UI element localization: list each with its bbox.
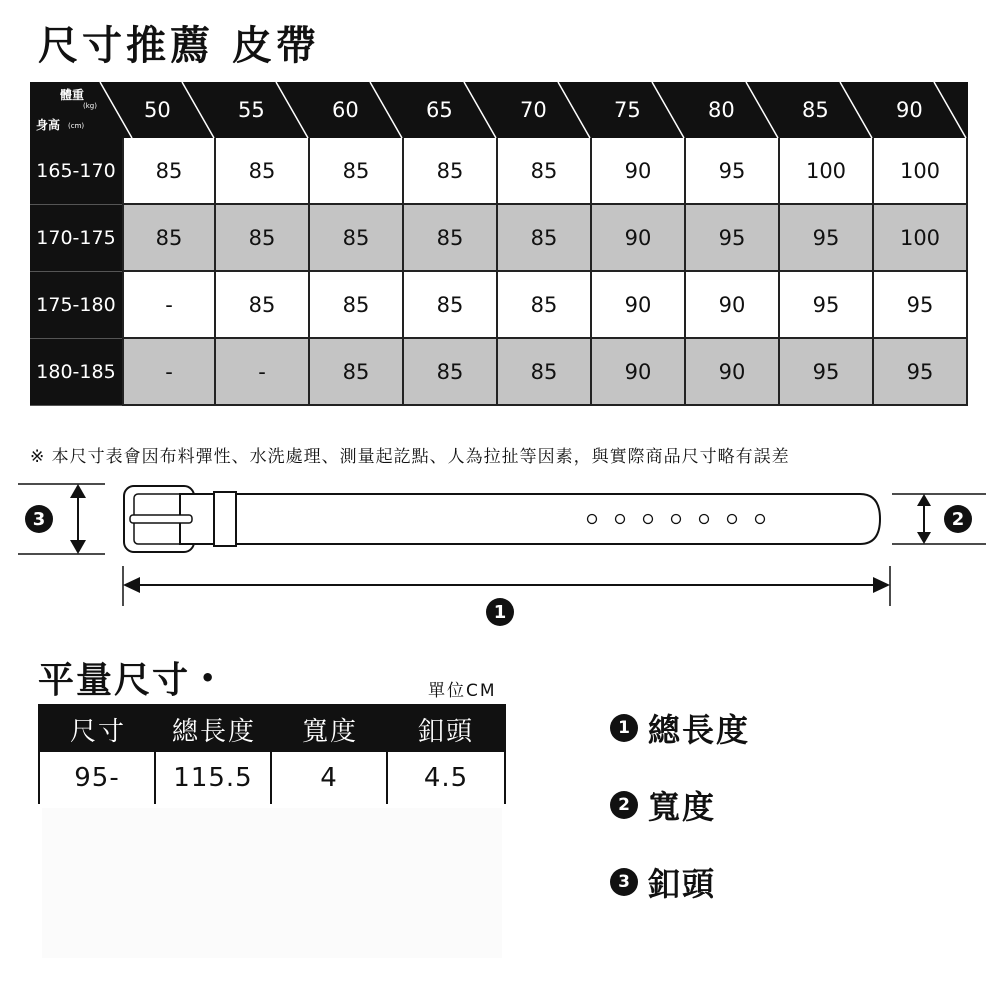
size-cell: 90 [686,272,780,339]
buckle-arrow-head-down [70,540,86,554]
size-cell: 95 [780,339,874,406]
belt-hole [672,515,681,524]
corner-height-unit: (cm) [68,122,85,130]
size-cell: 85 [216,138,310,205]
belt-loop [214,492,236,546]
flat-measure-table [38,704,506,804]
flat-header-size: 尺寸 [40,706,156,752]
legend-label: 總長度 [648,711,751,749]
weight-header: 85 [802,98,829,122]
belt-hole [700,515,709,524]
size-cell: 100 [874,205,968,272]
belt-hole [756,515,765,524]
size-cell: 85 [498,272,592,339]
size-table [30,82,968,410]
flat-value-width: 4 [272,752,388,804]
size-cell: 90 [592,272,686,339]
size-cell: 85 [404,205,498,272]
size-cell: - [122,339,216,406]
page-title: 尺寸推薦 皮帶 [38,23,320,69]
legend-label: 釦頭 [648,865,717,903]
size-cell: 85 [310,272,404,339]
weight-header: 65 [426,98,453,122]
flat-header-length: 總長度 [156,706,272,752]
weight-header: 90 [896,98,923,122]
legend-item-width [610,785,716,825]
marker-3: 3 [25,505,53,533]
size-cell: 85 [122,138,216,205]
height-label: 170-175 [30,205,122,272]
weight-header: 55 [238,98,265,122]
faint-background-block [42,808,502,958]
size-cell: 85 [216,272,310,339]
size-cell: 95 [686,138,780,205]
corner-weight-unit: (kg) [83,102,97,110]
flat-header-buckle: 釦頭 [388,706,504,752]
size-cell: - [216,339,310,406]
corner-height-label: 身高 [36,118,61,132]
belt-strap [180,494,880,544]
weight-header: 70 [520,98,547,122]
size-cell: 100 [874,138,968,205]
buckle-prong [130,515,192,523]
legend-number: 2 [610,791,638,819]
size-cell: 85 [310,138,404,205]
size-cell: 95 [874,339,968,406]
size-note: ※ 本尺寸表會因布料彈性、水洗處理、測量起訖點、人為拉扯等因素，與實際商品尺寸略有誤差 [30,447,790,467]
size-cell: 85 [404,272,498,339]
flat-value-length: 115.5 [156,752,272,804]
size-cell: 90 [592,339,686,406]
size-cell: 85 [404,339,498,406]
flat-measure-title: 平量尺寸 [38,660,191,701]
size-cell: 85 [404,138,498,205]
size-cell: 95 [874,272,968,339]
size-cell: 100 [780,138,874,205]
length-arrow-head-left [123,577,140,593]
flat-value-size: 95- [40,752,156,804]
size-cell: 85 [310,339,404,406]
belt-hole [644,515,653,524]
size-cell: 95 [686,205,780,272]
width-arrow-head-down [917,532,931,544]
marker-2: 2 [944,505,972,533]
legend-item-buckle [610,862,716,902]
legend-item-length [610,708,750,748]
size-cell: 90 [686,339,780,406]
legend-label: 寬度 [648,788,717,826]
belt-diagram [0,470,1000,630]
buckle-arrow-head-up [70,484,86,498]
height-label: 180-185 [30,339,122,406]
size-cell: 85 [216,205,310,272]
size-cell: 85 [498,339,592,406]
weight-header: 50 [144,98,171,122]
size-cell: 95 [780,205,874,272]
height-label: 165-170 [30,138,122,205]
size-cell: 85 [498,205,592,272]
unit-label: 單位CM [428,681,497,701]
weight-header: 60 [332,98,359,122]
length-arrow-head-right [873,577,890,593]
belt-hole [588,515,597,524]
weight-header: 75 [614,98,641,122]
size-cell: 85 [310,205,404,272]
size-cell: 90 [592,138,686,205]
weight-header: 80 [708,98,735,122]
belt-hole [616,515,625,524]
flat-header-width: 寬度 [272,706,388,752]
width-arrow-head-up [917,494,931,506]
corner-weight-label: 體重 [60,88,85,102]
legend-number: 3 [610,868,638,896]
size-cell: 85 [498,138,592,205]
marker-1: 1 [486,598,514,626]
belt-hole [728,515,737,524]
flat-value-buckle: 4.5 [388,752,504,804]
legend-number: 1 [610,714,638,742]
size-cell: 95 [780,272,874,339]
size-cell: 90 [592,205,686,272]
height-label: 175-180 [30,272,122,339]
flat-title-dot: • [200,664,216,692]
size-cell: - [122,272,216,339]
size-cell: 85 [122,205,216,272]
